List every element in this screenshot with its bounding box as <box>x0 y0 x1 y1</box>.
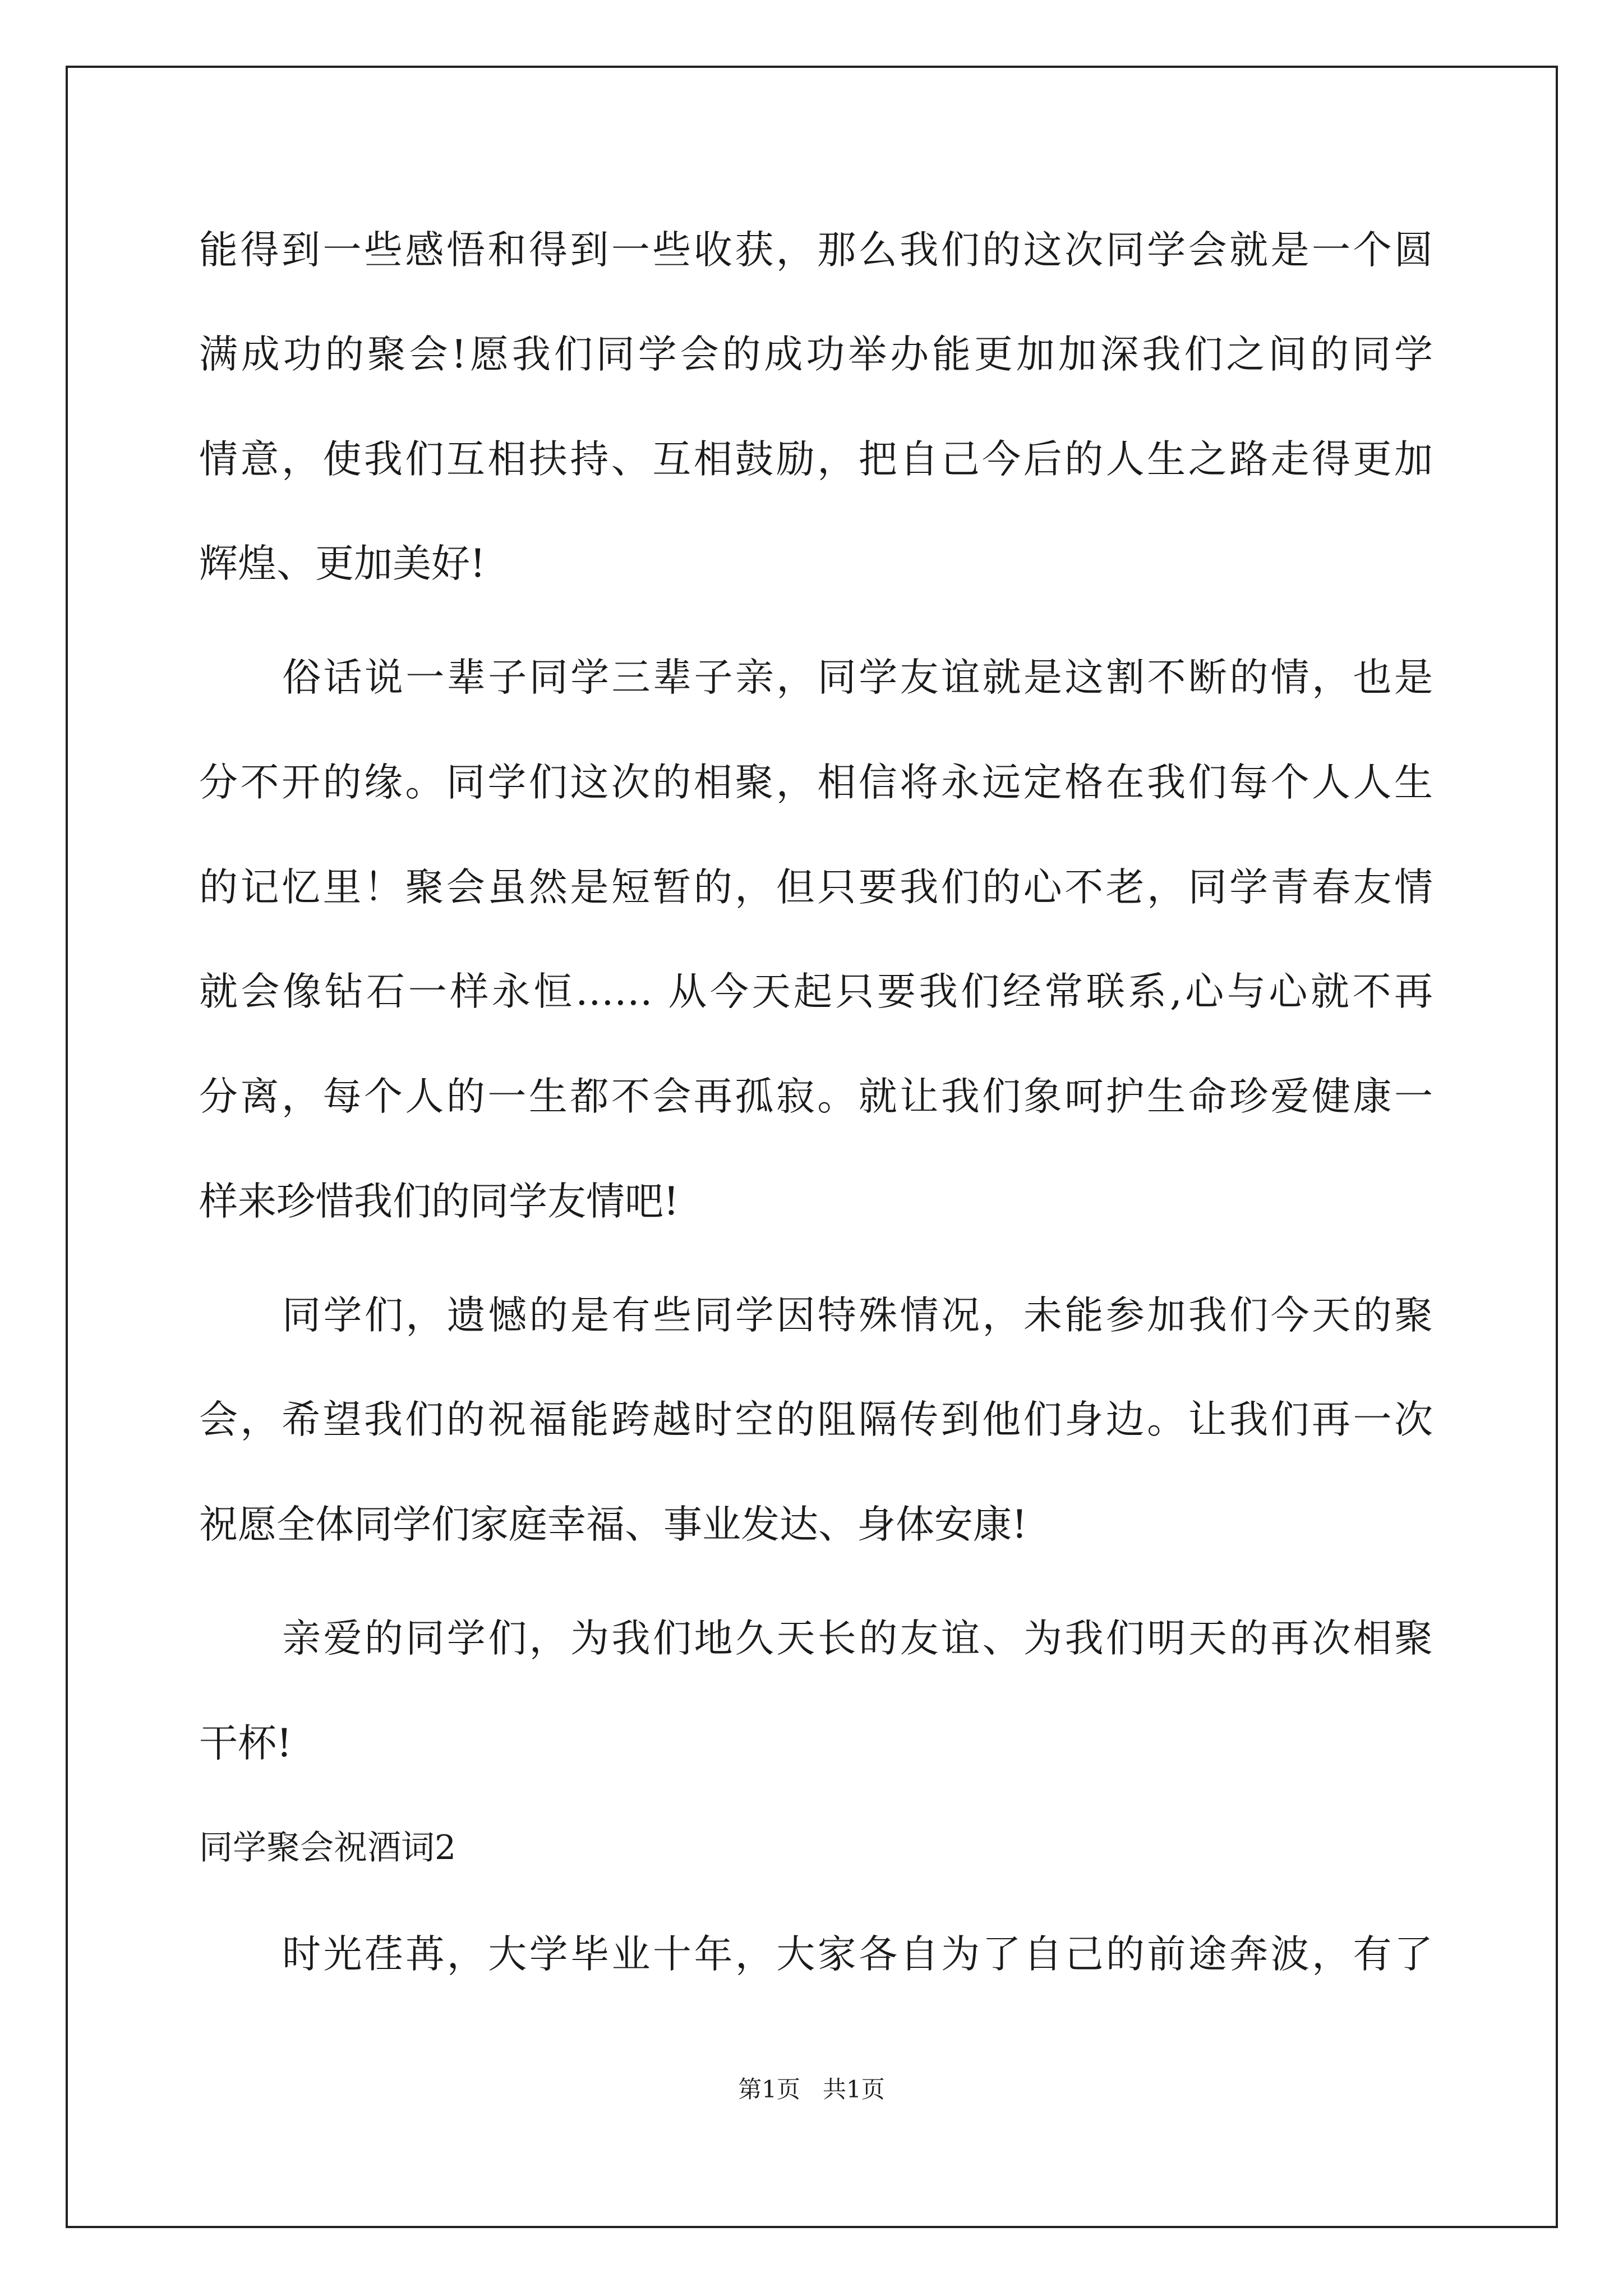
page-border <box>66 66 1558 2228</box>
page-number-footer: 第1页 共1页 <box>738 2076 885 2103</box>
paragraph-line: 满成功的聚会!愿我们同学会的成功举办能更加加深我们之间的同学 <box>199 332 1433 377</box>
paragraph-line: 分不开的缘。同学们这次的相聚，相信将永远定格在我们每个人人生 <box>199 760 1433 805</box>
section-heading: 同学聚会祝酒词2 <box>199 1828 457 1867</box>
paragraph-line: 时光荏苒，大学毕业十年，大家各自为了自己的前途奔波，有了 <box>282 1932 1433 1977</box>
paragraph-line: 俗话说一辈子同学三辈子亲，同学友谊就是这割不断的情，也是 <box>282 655 1433 700</box>
paragraph-line: 辉煌、更加美好! <box>199 541 486 586</box>
paragraph-line: 情意，使我们互相扶持、互相鼓励，把自己今后的人生之路走得更加 <box>199 437 1433 482</box>
paragraph-line: 样来珍惜我们的同学友情吧! <box>199 1179 679 1224</box>
paragraph-line: 分离，每个人的一生都不会再孤寂。就让我们象呵护生命珍爱健康一 <box>199 1074 1433 1119</box>
paragraph-line: 同学们，遗憾的是有些同学因特殊情况，未能参加我们今天的聚 <box>282 1293 1433 1338</box>
paragraph-line: 的记忆里！聚会虽然是短暂的，但只要我们的心不老，同学青春友情 <box>199 865 1433 910</box>
paragraph-line: 会，希望我们的祝福能跨越时空的阻隔传到他们身边。让我们再一次 <box>199 1397 1433 1442</box>
paragraph-line: 干杯! <box>199 1721 292 1766</box>
paragraph-line: 祝愿全体同学们家庭幸福、事业发达、身体安康! <box>199 1502 1027 1547</box>
paragraph-line: 亲爱的同学们，为我们地久天长的友谊、为我们明天的再次相聚 <box>282 1616 1433 1661</box>
paragraph-line: 就会像钻石一样永恒…… 从今天起只要我们经常联系,心与心就不再 <box>199 969 1433 1014</box>
paragraph-line: 能得到一些感悟和得到一些收获，那么我们的这次同学会就是一个圆 <box>199 228 1433 273</box>
